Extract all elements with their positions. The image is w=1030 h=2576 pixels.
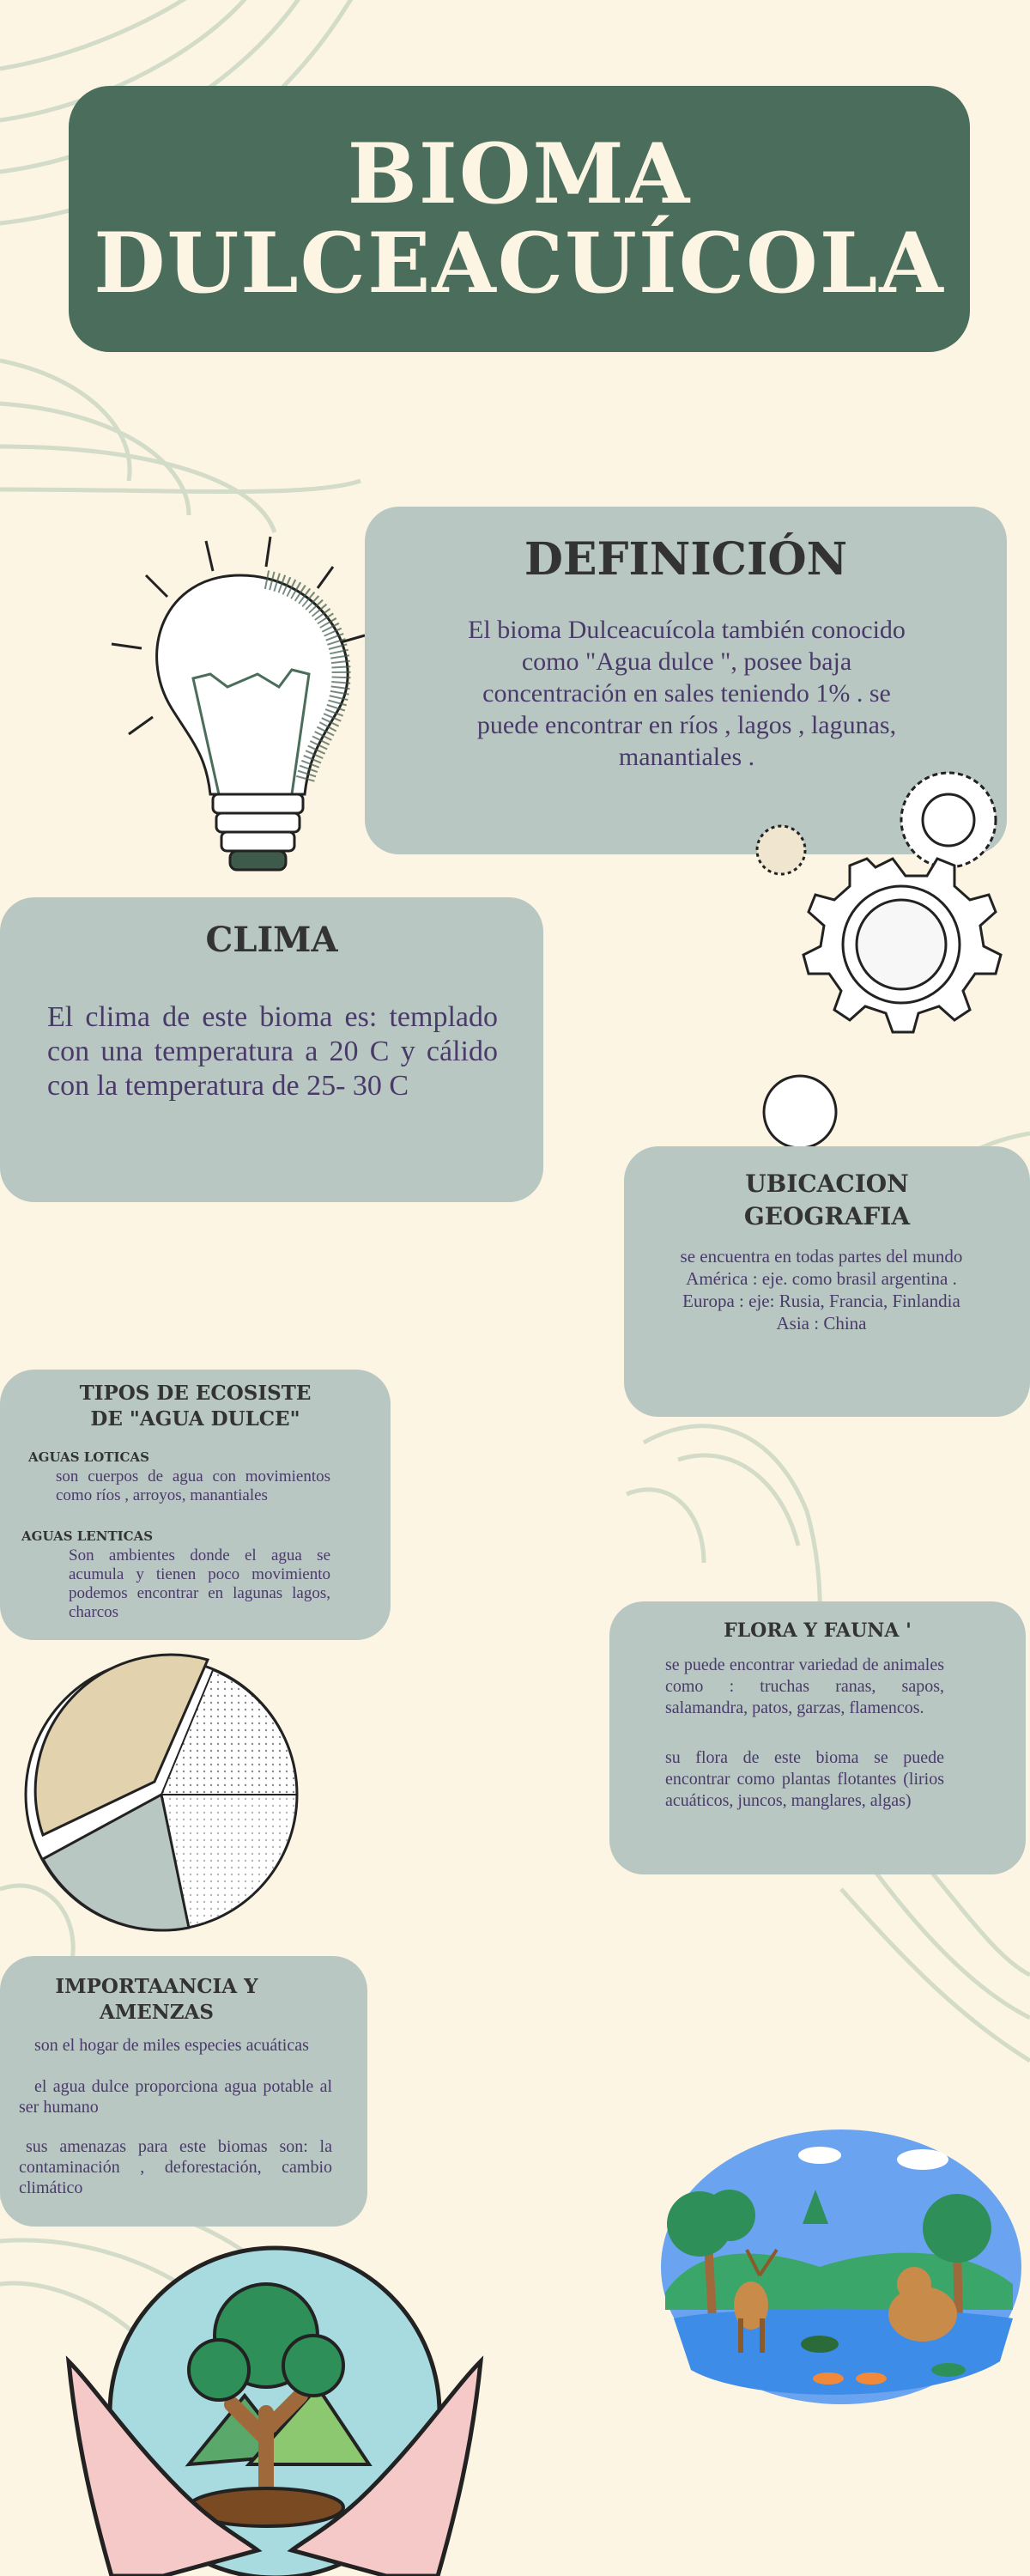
- flora-text-1: se puede encontrar variedad de animales como : truchas ranas, sapos, salamandra, patos, garzas, flamencos.: [665, 1656, 944, 1717]
- flora-heading: FLORA Y FAUNA ': [724, 1619, 912, 1642]
- ubicacion-heading-1: UBICACION: [745, 1170, 909, 1198]
- title-banner: [69, 86, 970, 352]
- flora-card: [609, 1601, 1026, 1874]
- clima-text: El clima de este bioma es: templado con una temperatura a 20 C y cálido con la temperatura de 25- 30 C: [47, 1001, 498, 1102]
- importancia-text-1: son el hogar de miles especies acuáticas: [34, 2036, 309, 2055]
- ubicacion-card: [624, 1146, 1030, 1417]
- lightbulb-icon: [103, 524, 386, 884]
- ubicacion-line-4: Asia : China: [776, 1313, 867, 1334]
- loticas-label: AGUAS LOTICAS: [28, 1449, 149, 1465]
- clima-heading: CLIMA: [205, 920, 338, 960]
- pie-chart-icon: [17, 1653, 309, 1936]
- importancia-text-3: sus amenazas para este biomas son: la contaminación , deforestación, cambio climático: [19, 2137, 332, 2197]
- tipos-card: [0, 1370, 391, 1640]
- importancia-card: [0, 1956, 367, 2227]
- lenticas-label: AGUAS LENTICAS: [21, 1528, 154, 1544]
- clima-card: [0, 897, 543, 1202]
- flora-text-2: su flora de este bioma se puede encontrar como plantas flotantes (lirios acuáticos, juncos, manglares, algas): [665, 1748, 944, 1810]
- definicion-text: El bioma Dulceacuícola también conocido como "Agua dulce ", posee baja concentración en sales teniendo 1% . se puede encontrar en ríos , lagos , lagunas, manantiales .: [468, 616, 906, 771]
- importancia-heading-1: IMPORTAANCIA Y: [55, 1975, 258, 1998]
- importancia-text-2: el agua dulce proporciona agua potable al ser humano: [19, 2077, 332, 2117]
- definicion-heading: DEFINICIÓN: [524, 533, 848, 586]
- gears-icon: [738, 764, 1021, 1159]
- wildlife-scene-illustration: [648, 2121, 1021, 2413]
- importancia-heading-2: AMENZAS: [99, 2001, 215, 2024]
- ubicacion-line-2: América : eje. como brasil argentina .: [686, 1268, 957, 1289]
- tipos-heading-1: TIPOS DE ECOSISTE: [79, 1382, 312, 1405]
- title-line-2: DULCEACUÍCOLA: [94, 215, 945, 312]
- hands-tree-illustration: [60, 2241, 489, 2576]
- loticas-text: son cuerpos de agua con movimientos como ríos , arroyos, manantiales: [56, 1467, 330, 1504]
- title-line-1: BIOMA: [347, 125, 692, 222]
- tipos-heading-2: DE "AGUA DULCE": [90, 1407, 300, 1431]
- ubicacion-heading-2: GEOGRAFIA: [743, 1202, 911, 1230]
- lenticas-text: Son ambientes donde el agua se acumula y tienen poco movimiento podemos encontrar en lagunas lagos, charcos: [69, 1546, 330, 1621]
- ubicacion-text: [676, 1245, 967, 1334]
- ubicacion-line-1: se encuentra en todas partes del mundo: [680, 1246, 963, 1267]
- ubicacion-line-3: Europa : eje: Rusia, Francia, Finlandia: [682, 1291, 960, 1311]
